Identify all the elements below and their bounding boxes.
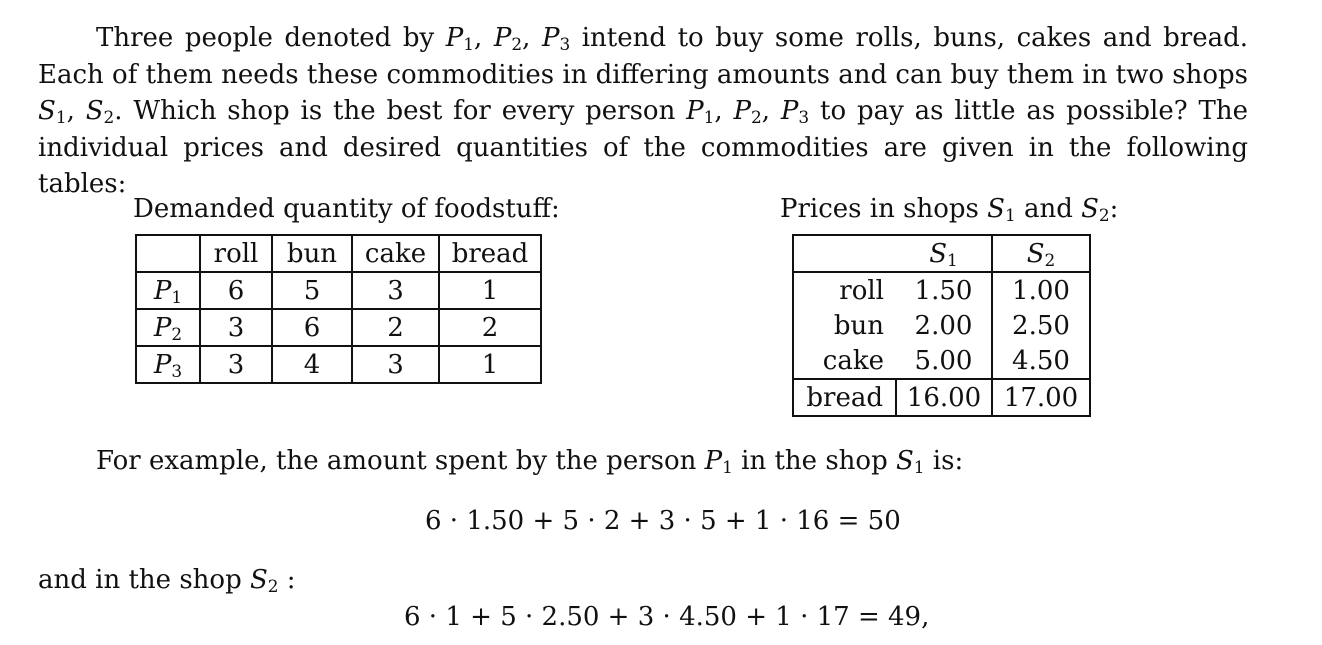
person-p2: $P_2$ (493, 23, 523, 55)
demand-row (136, 272, 541, 309)
person-p1: $P_1$ (445, 23, 475, 55)
shop-s1: $S_1$ (38, 96, 67, 128)
price-header-row (793, 235, 1090, 272)
demand-value-cell: 6 (272, 309, 352, 346)
demand-value-cell: 2 (352, 309, 439, 346)
intro-text-4: to pay as little as possible? The individual prices and desired quantities of the commodities are given in the following tables: (38, 96, 1249, 199)
price-item-cell: bun (793, 308, 896, 343)
person-p2-b: $P_2$ (733, 96, 762, 128)
demand-value-cell: 6 (200, 272, 272, 309)
price-value-cell: 2.00 (896, 308, 992, 343)
price-value-cell: 16.00 (896, 379, 992, 416)
and-sentence: and in the shop $S_2$ : (38, 565, 296, 597)
price-value-cell: 2.50 (992, 308, 1090, 343)
demand-row (136, 346, 541, 383)
demand-table (135, 234, 542, 384)
equation-shop-2: 6 · 1 + 5 · 2.50 + 3 · 4.50 + 1 · 17 = 49, (404, 602, 930, 632)
price-header-cell: $S_2$ (992, 235, 1090, 272)
demand-header-row (136, 235, 541, 272)
price-value-cell: 17.00 (992, 379, 1090, 416)
example-sentence: For example, the amount spent by the person $P_1$ in the shop $S_1$ is: (96, 446, 964, 478)
price-table-caption: Prices in shops $S_1$ and $S_2$: (780, 194, 1119, 226)
demand-corner-cell (136, 235, 200, 272)
demand-header-cell: bread (439, 235, 541, 272)
demand-row (136, 309, 541, 346)
demand-person-cell: $P_1$ (136, 272, 200, 309)
person-p3: $P_3$ (541, 23, 571, 55)
price-value-cell: 1.50 (896, 272, 992, 308)
price-value-cell: 4.50 (992, 343, 1090, 379)
demand-header-cell: roll (200, 235, 272, 272)
demand-person-cell: $P_2$ (136, 309, 200, 346)
demand-table-caption: Demanded quantity of foodstuff: (133, 194, 560, 224)
price-item-cell: bread (793, 379, 896, 416)
intro-text-3: . Which shop is the best for every person (114, 96, 687, 126)
price-row (793, 379, 1090, 416)
price-item-cell: roll (793, 272, 896, 308)
intro-paragraph: Three people denoted by $P_1$, $P_2$, $P_3$ intend to buy some rolls, buns, cakes and bread. Each of them needs these commodities in differing amounts and can buy them in two shops $S_1$, $S_2$. Which shop is the best for every person $P_1$, $P_2$, $P_3$ to pay as little as possible? The individual prices and desired quantities of the commodities are given in the following tables: (38, 23, 1249, 199)
price-value-cell: 5.00 (896, 343, 992, 379)
demand-value-cell: 3 (352, 346, 439, 383)
price-value-cell: 1.00 (992, 272, 1090, 308)
price-header-cell: $S_1$ (896, 235, 992, 272)
demand-value-cell: 5 (272, 272, 352, 309)
demand-value-cell: 3 (352, 272, 439, 309)
price-item-cell: cake (793, 343, 896, 379)
equation-shop-1: 6 · 1.50 + 5 · 2 + 3 · 5 + 1 · 16 = 50 (425, 506, 901, 536)
demand-value-cell: 1 (439, 346, 541, 383)
price-corner-cell (793, 235, 896, 272)
demand-value-cell: 4 (272, 346, 352, 383)
demand-header-cell: bun (272, 235, 352, 272)
demand-value-cell: 3 (200, 346, 272, 383)
price-row (793, 308, 1090, 343)
intro-text-1: Three people denoted by (96, 23, 446, 53)
demand-value-cell: 3 (200, 309, 272, 346)
demand-value-cell: 1 (439, 272, 541, 309)
price-row (793, 272, 1090, 308)
demand-person-cell: $P_3$ (136, 346, 200, 383)
person-p1-b: $P_1$ (686, 96, 715, 128)
price-table (792, 234, 1091, 417)
person-p3-b: $P_3$ (780, 96, 810, 128)
shop-s2: $S_2$ (85, 96, 115, 128)
demand-value-cell: 2 (439, 309, 541, 346)
price-row (793, 343, 1090, 379)
demand-header-cell: cake (352, 235, 439, 272)
intro-text-2: intend to buy some rolls, buns, cakes and bread. Each of them needs these commodities in differing amounts and can buy them in two shops (38, 23, 1249, 90)
